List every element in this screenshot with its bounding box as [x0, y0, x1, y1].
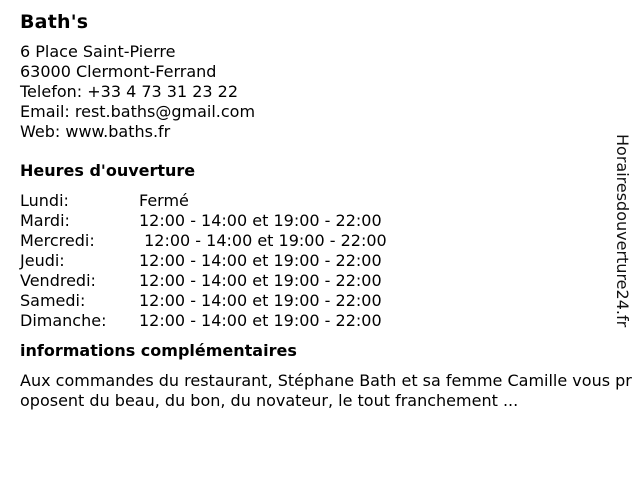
email-line: Email: rest.baths@gmail.com: [20, 102, 256, 121]
additional-info-text: Aux commandes du restaurant, Stéphane Bath et sa femme Camille vous proposent du beau, du bon, du novateur, le tout franchement ...: [20, 371, 632, 410]
hours-time: Fermé: [139, 191, 189, 210]
hours-day: Mardi:: [20, 211, 70, 230]
additional-info-heading: informations complémentaires: [20, 341, 297, 360]
opening-hours-heading: Heures d'ouverture: [20, 161, 196, 180]
address-line-city: 63000 Clermont-Ferrand: [20, 62, 217, 81]
hours-day: Lundi:: [20, 191, 69, 210]
hours-day: Vendredi:: [20, 271, 96, 290]
hours-time: 12:00 - 14:00 et 19:00 - 22:00: [139, 271, 382, 290]
hours-row: [20, 191, 620, 211]
address-line-street: 6 Place Saint-Pierre: [20, 42, 176, 61]
hours-day: Mercredi:: [20, 231, 95, 250]
phone-line: Telefon: +33 4 73 31 23 22: [20, 82, 239, 101]
business-name: Bath's: [20, 11, 89, 33]
site-watermark: Horairesdouverture24.fr: [613, 134, 632, 328]
hours-row: [20, 231, 620, 251]
hours-row: [20, 291, 620, 311]
opening-hours-table: [20, 191, 620, 331]
hours-time: 12:00 - 14:00 et 19:00 - 22:00: [139, 251, 382, 270]
hours-day: Jeudi:: [20, 251, 65, 270]
hours-time: 12:00 - 14:00 et 19:00 - 22:00: [139, 291, 382, 310]
hours-row: [20, 311, 620, 331]
hours-time: 12:00 - 14:00 et 19:00 - 22:00: [139, 211, 382, 230]
hours-time: 12:00 - 14:00 et 19:00 - 22:00: [139, 231, 387, 250]
hours-row: [20, 271, 620, 291]
hours-day: Dimanche:: [20, 311, 107, 330]
website-line: Web: www.baths.fr: [20, 122, 171, 141]
hours-day: Samedi:: [20, 291, 86, 310]
hours-row: [20, 251, 620, 271]
hours-row: [20, 211, 620, 231]
hours-time: 12:00 - 14:00 et 19:00 - 22:00: [139, 311, 382, 330]
